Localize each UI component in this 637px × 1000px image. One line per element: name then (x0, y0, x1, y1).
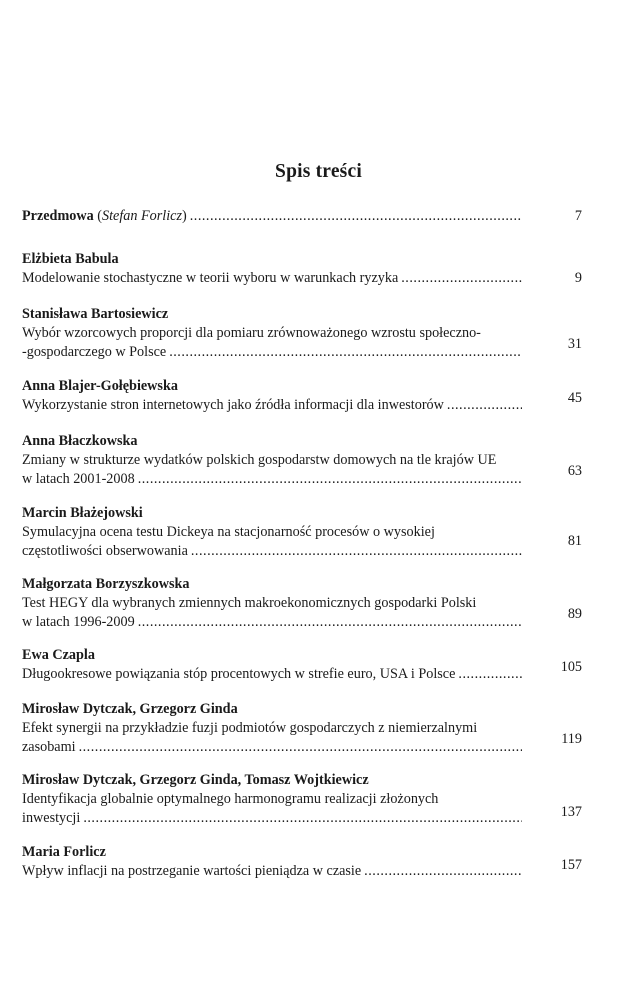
entry-author: Małgorzata Borzyszkowska (22, 576, 190, 592)
entry-author: Maria Forlicz (22, 844, 106, 860)
entry-title-line: inwestycji (22, 810, 81, 826)
page-number: 63 (567, 463, 582, 479)
toc-entry-line (22, 269, 524, 288)
toc-entry-line (22, 343, 524, 362)
preface-editor: Stefan Forlicz (101, 208, 182, 224)
entry-title-line: Modelowanie stochastyczne w teorii wyboru w warunkach ryzyka (22, 270, 399, 286)
page-number: 105 (560, 659, 582, 675)
entry-title-line: zasobami (22, 739, 76, 755)
toc-entry-line (22, 862, 524, 881)
leader-dots (138, 613, 522, 632)
toc-entry (22, 771, 582, 828)
entry-author: Anna Błaczkowska (22, 433, 138, 449)
entry-title-line: w latach 1996-2009 (22, 614, 135, 630)
entry-title-line: Wpływ inflacji na postrzeganie wartości pieniądza w czasie (22, 863, 362, 879)
page-number: 45 (567, 390, 582, 406)
toc-entry (22, 504, 582, 561)
leader-dots (190, 207, 522, 226)
entry-title-line: -gospodarczego w Polsce (22, 344, 167, 360)
page-title: Spis treści (275, 161, 362, 182)
leader-dots (447, 396, 522, 415)
toc-entry (22, 700, 582, 757)
leader-dots (364, 862, 522, 881)
page-number: 119 (561, 731, 582, 747)
preface-label: Przedmowa (22, 208, 94, 224)
leader-dots (79, 738, 522, 757)
toc-entry (22, 377, 582, 415)
entry-author: Ewa Czapla (22, 647, 95, 663)
entry-author: Marcin Błażejowski (22, 505, 143, 521)
leader-dots (169, 343, 522, 362)
toc-entry-line (22, 470, 524, 489)
entry-author: Anna Blajer-Gołębiewska (22, 378, 178, 394)
toc-entry (22, 250, 582, 288)
leader-dots (458, 665, 522, 684)
entry-title-line: Efekt synergii na przykładzie fuzji podmiotów gospodarczych z niemierzalnymi (22, 720, 478, 736)
entry-title-line: w latach 2001-2008 (22, 471, 135, 487)
page-number: 81 (567, 533, 582, 549)
toc-entry-line (22, 665, 524, 684)
toc-entry (22, 843, 582, 881)
toc-entry-line (22, 396, 524, 415)
toc-entry-preface (22, 207, 582, 226)
entry-title-line: Identyfikacja globalnie optymalnego harmonogramu realizacji złożonych (22, 791, 439, 807)
toc-entry-line (22, 738, 524, 757)
entry-title-line: Zmiany w strukturze wydatków polskich gospodarstw domowych na tle krajów UE (22, 452, 497, 468)
entry-title-line: Symulacyjna ocena testu Dickeya na stacjonarność procesów o wysokiej (22, 524, 435, 540)
page-number: 9 (574, 270, 582, 286)
toc-entry (22, 305, 582, 362)
toc-entry-line: Przedmowa ( Stefan Forlicz ) ..... (22, 207, 524, 226)
entry-title-line: Wykorzystanie stron internetowych jako źródła informacji dla inwestorów (22, 397, 444, 413)
entry-title-line: Test HEGY dla wybranych zmiennych makroekonomicznych gospodarki Polski (22, 595, 477, 611)
leader-dots (191, 542, 522, 561)
entry-title-line: Długookresowe powiązania stóp procentowych w strefie euro, USA i Polsce (22, 666, 456, 682)
toc-entry-line (22, 613, 524, 632)
entry-author: Elżbieta Babula (22, 251, 119, 267)
leader-dots (83, 809, 522, 828)
toc-entry-line (22, 809, 524, 828)
page-number: 89 (567, 606, 582, 622)
entry-title-line: częstotliwości obserwowania (22, 543, 188, 559)
toc-entry (22, 646, 582, 684)
toc-entry (22, 575, 582, 632)
toc-entry-line (22, 542, 524, 561)
page-number: 7 (574, 208, 582, 224)
entry-author: Mirosław Dytczak, Grzegorz Ginda (22, 701, 238, 717)
toc-entry (22, 432, 582, 489)
entry-title-line: Wybór wzorcowych proporcji dla pomiaru zrównoważonego wzrostu społeczno- (22, 325, 481, 341)
page-number: 137 (560, 804, 582, 820)
page-number: 31 (567, 336, 582, 352)
page-number: 157 (560, 857, 582, 873)
leader-dots (138, 470, 522, 489)
entry-author: Stanisława Bartosiewicz (22, 306, 169, 322)
entry-author: Mirosław Dytczak, Grzegorz Ginda, Tomasz Wojtkiewicz (22, 772, 369, 788)
leader-dots (401, 269, 522, 288)
